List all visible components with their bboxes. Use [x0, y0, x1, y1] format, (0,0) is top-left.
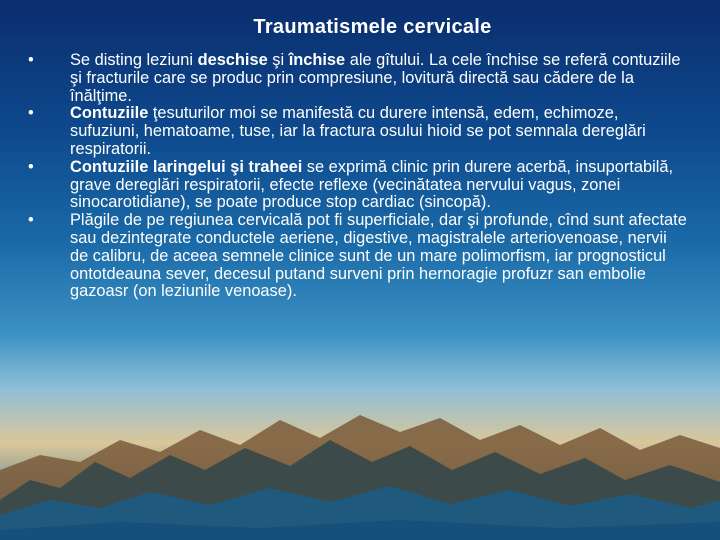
bullet-text: Se disting leziuni: [70, 51, 198, 69]
bullet-text-bold: Contuziile: [70, 104, 149, 123]
bullet-text: se exprimă clinic prin durere acerbă, insuportabilă, grave dereglări respiratorii, efecte reflexe (vecinătatea nervului vagus, zonei sinocarotidiane), se poate produce stop cardiac (sincopă).: [70, 157, 674, 212]
bullet-text: ţesuturilor moi se manifestă cu durere intensă, edem, echimoze, sufuziuni, hematoame, tuse, iar la fractura osului hioid se pot semnala dereglări respiratorii.: [70, 104, 646, 158]
bullet-item: [28, 212, 688, 301]
bullet-item: [28, 105, 688, 158]
bullet-item: [28, 159, 688, 212]
bullet-marker: •: [28, 104, 34, 123]
slide-title: Traumatismele cervicale: [253, 16, 492, 38]
bullet-text-bold: deschise: [197, 51, 268, 69]
bullet-text: şi: [267, 51, 289, 69]
bullet-text: Plăgile de pe regiunea cervicală pot fi superficiale, dar şi profunde, cînd sunt afectate sau dezintegrate conductele aeriene, digestive, magistralele arteriovenoase, nervii de calibru, de aceea semnele clinice sunt de un mare polimorfism, iar prognosticul ontotdeauna sever, decesul putand surveni prin hernoragie profuzr san embolie gazoasr (on leziunile venoase).: [70, 211, 687, 301]
bullet-marker: •: [28, 211, 34, 230]
bullet-marker: •: [28, 157, 34, 176]
bullet-text: ale gîtului. La cele închise se referă contuziile şi fracturile care se produc prin compresiune, lovitură directă sau cădere de la înălţime.: [70, 51, 681, 105]
bullet-text-bold: închise: [288, 51, 346, 69]
bullet-list: [28, 52, 688, 301]
bullet-item: [28, 52, 688, 105]
bullet-marker: •: [28, 51, 34, 69]
bullet-text-bold: Contuziile laringelui şi traheei: [70, 157, 303, 176]
